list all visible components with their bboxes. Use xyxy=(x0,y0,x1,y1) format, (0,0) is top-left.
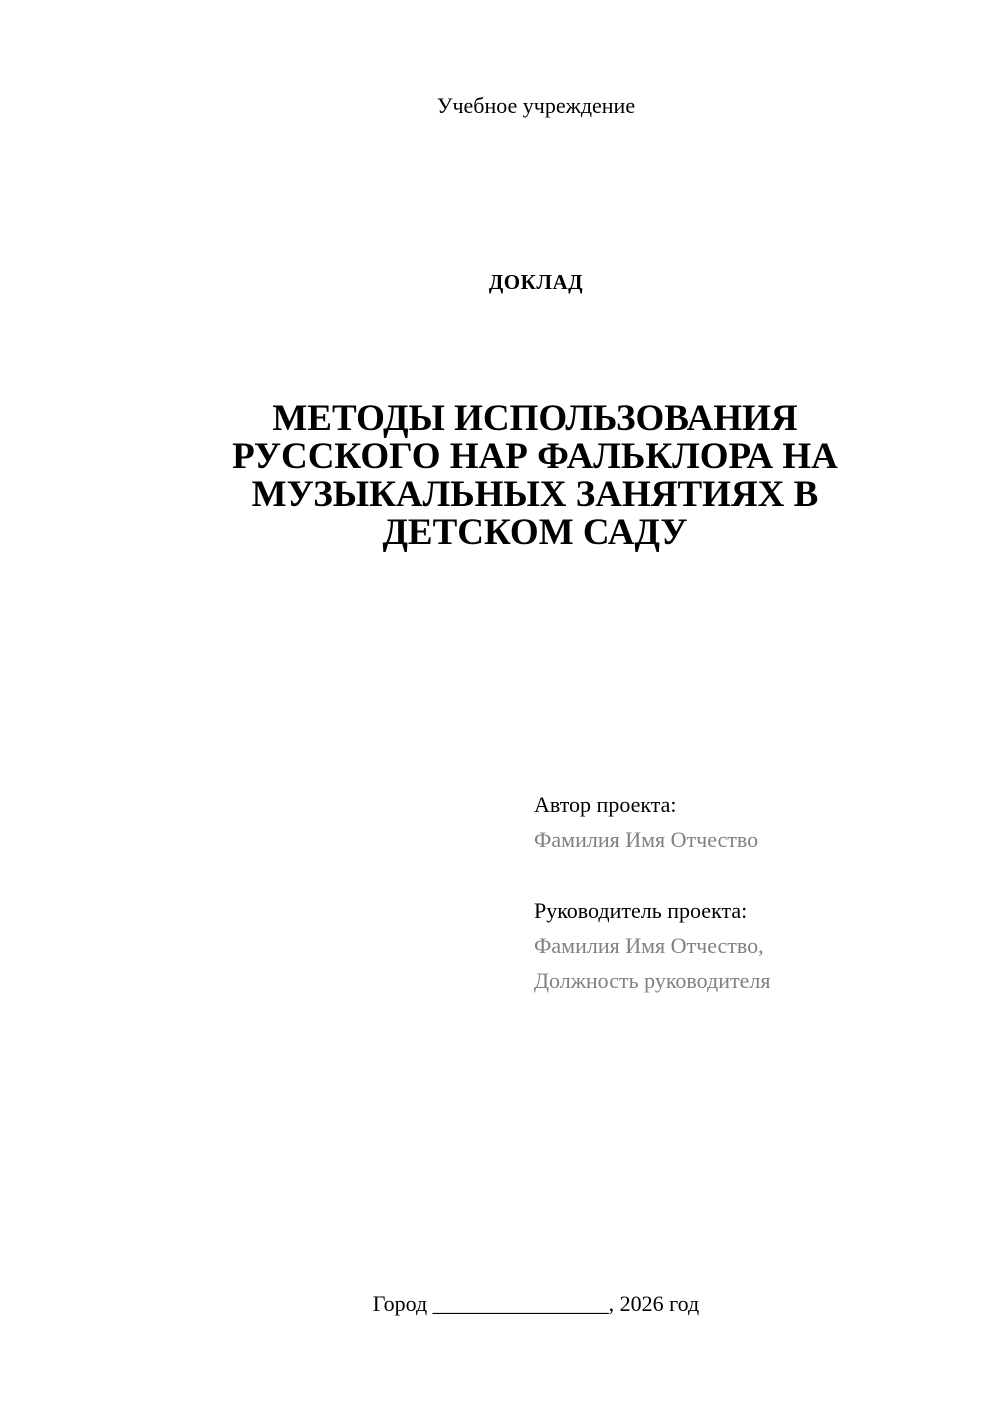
report-title: МЕТОДЫ ИСПОЛЬЗОВАНИЯ РУССКОГО НАР ФАЛЬКЛОРА НА МУЗЫКАЛЬНЫХ ЗАНЯТИЯХ В ДЕТСКОМ САДУ xyxy=(232,398,838,553)
author-label: Автор проекта: xyxy=(534,792,677,817)
city-year-line: Город ________________, 2026 год xyxy=(372,1291,700,1316)
institution-name: Учебное учреждение xyxy=(436,93,636,118)
supervisor-name: Фамилия Имя Отчество, xyxy=(534,933,764,958)
supervisor-block xyxy=(534,893,974,998)
supervisor-label: Руководитель проекта: xyxy=(534,898,748,923)
author-block xyxy=(534,787,974,857)
document-type: ДОКЛАД xyxy=(488,270,584,294)
author-name: Фамилия Имя Отчество xyxy=(534,827,759,852)
supervisor-position: Должность руководителя xyxy=(534,968,771,993)
